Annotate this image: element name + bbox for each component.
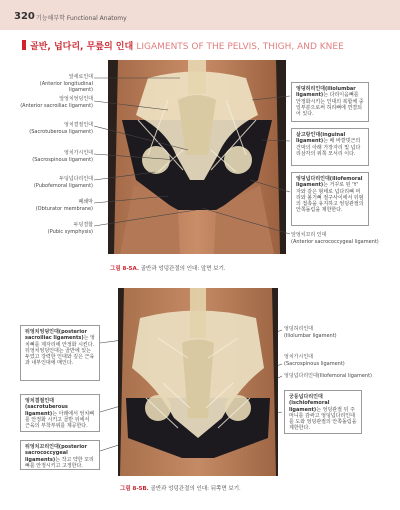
section-title-ko: 골반, 넙다리, 무릎의 인대: [30, 42, 134, 52]
label-ko: 엉덩넙다리인대(Iliofemoral ligament): [284, 373, 372, 379]
label-iliofemoral-ligament-b: [284, 373, 384, 380]
label-ko: 엉치가시인대: [64, 150, 93, 156]
label-en: (Pubic symphysis): [47, 228, 93, 235]
caption-text: 골반과 엉덩관절의 인대: 앞면 보기.: [140, 266, 226, 272]
caption-text: 골반과 엉덩관절의 인대: 뒤쪽면 보기.: [150, 486, 241, 492]
label-en: (Iliolumbar ligament): [284, 332, 337, 339]
label-ko: 엉치가시인대: [284, 354, 313, 360]
label-ko: 앞엉치엉덩인대: [59, 96, 93, 102]
box-body: 는 아래에서 엉치뼈를 안정화 시키고 골반 뒤에서 근육의 부착부위를 제공한다.: [25, 410, 95, 430]
caption-figure-number: 그림 8-5A.: [110, 266, 139, 272]
box-heading: 엉덩넙다리인대(iliofemoral ligament): [296, 176, 363, 189]
box-heading: 궁둥넙다리인대(ischiofemoral ligament): [289, 394, 330, 413]
box-body: 는 배 바깥빗근의 건막의 아래 가장자리 및 넙다리삼각의 위쪽 모서리 이다.: [296, 138, 361, 157]
label-en: (Anterior longitudinal ligament): [39, 80, 93, 93]
info-box-ischiofemoral-ligament: [284, 390, 362, 434]
info-box-iliofemoral-ligament: [291, 172, 369, 226]
label-en: (Sacrotuberous ligament): [29, 128, 93, 135]
info-box-sacrotuberous-ligament: [20, 394, 100, 432]
figure-b-caption: [120, 484, 241, 492]
box-heading: 샅고랑인대(inguinal ligament): [296, 132, 346, 145]
section-title-en: LIGAMENTS OF THE PELVIS, THIGH, AND KNEE: [136, 42, 344, 52]
chapter-title: 기능해부학 Functional Anatomy: [36, 15, 127, 22]
box-heading: 엉치결절인대(sacrotuberous ligament): [25, 398, 68, 417]
label-anterior-sacrococcygeal-ligament: [291, 232, 386, 245]
caption-figure-number: 그림 8-5B.: [120, 486, 149, 492]
info-box-posterior-sacrococcygeal-ligaments: [20, 440, 100, 470]
label-en: (Anterior sacrococcygeal ligament): [291, 238, 379, 245]
box-heading: 엉덩허리인대(iliolumbar ligament): [296, 86, 356, 99]
info-box-iliolumbar-ligament: [291, 82, 369, 122]
box-heading: 뒤엉치엉덩인대(posterior sacroiliac ligaments): [25, 329, 87, 342]
label-sacrospinous-ligament-b: [284, 354, 384, 367]
label-ko: 엉덩허리인대: [284, 326, 313, 332]
figure-b-photo: [118, 288, 278, 476]
box-body: 는 다리이음뼈를 안정화시키는 인대의 복합체 중 일부분으로써 허리뼈에 연결되어 있다.: [296, 92, 364, 118]
label-ko: 엉치결절인대: [64, 122, 93, 128]
label-en: (Obturator membrane): [35, 205, 93, 212]
box-body: 는 엉덩관절 뒤 주머니를 감싸고 엉덩넙다리인대를 도와 엉덩관절의 안쪽돌림을 제한한다.: [289, 406, 357, 432]
info-box-posterior-sacroiliac-ligaments: [20, 325, 100, 381]
label-ko: 두덩결합: [73, 222, 93, 228]
label-en: (Pubofemoral ligament): [33, 182, 93, 189]
page-number: 320: [14, 11, 35, 22]
box-heading: 뒤엉치꼬리인대(posterior sacrococcygeal ligaments): [25, 444, 87, 463]
box-body: 는 거꾸로 된 'Y' 자와 같은 형태로 넙다리뼈 머리와 볼기뼈 절구사이에서 뒤펌의 접촉을 유지하고 엉덩관절의 안쪽돌림을 제한한다.: [296, 182, 364, 214]
label-en: (Anterior sacroiliac ligament): [20, 102, 93, 109]
label-ko: 두덩넙다리인대: [59, 176, 93, 182]
box-body: 는 엉치뼈를 제자리에 안정화 시킨다. 뒤엉치엉덩인대는 골반에 있는 두었고 강력한 인대와 깊은 근육과 내부인대에 매인다.: [25, 335, 95, 367]
box-body: 는 작고 약한 꼬리뼈를 안정시키고 고정한다.: [25, 456, 94, 469]
label-iliolumbar-ligament: [284, 326, 384, 339]
label-ko: 폐쇄막: [78, 199, 93, 205]
label-en: (Sacrospinous ligament): [32, 156, 93, 163]
posterior-pelvis-illustration: [118, 288, 278, 476]
info-box-inguinal-ligament: [291, 128, 369, 166]
label-en: (Sacrospinous ligament): [284, 360, 345, 367]
figure-a-caption: [110, 264, 226, 272]
label-ko: 앞엉치꼬리 인대: [291, 232, 327, 238]
label-ko: 앞세로인대: [68, 74, 93, 80]
